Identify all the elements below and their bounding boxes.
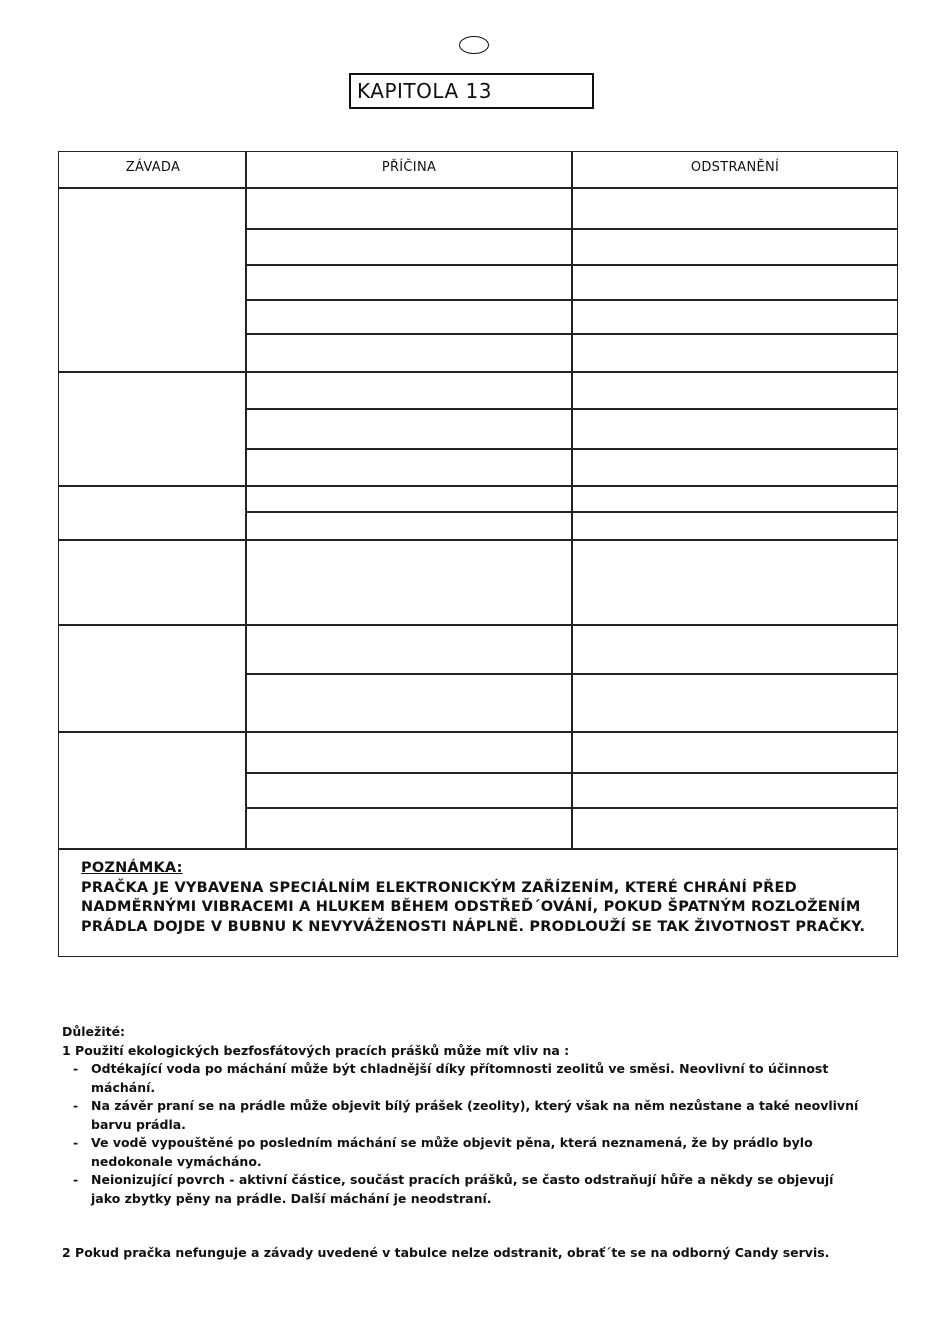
important-section: [62, 1023, 902, 1208]
note-line: NADMĚRNÝMI VIBRACEMI A HLUKEM BĚHEM ODSTŘEĎ´OVÁNÍ, POKUD ŠPATNÝM ROZLOŽENÍM: [81, 899, 861, 915]
row-divider: [58, 187, 898, 189]
column-divider: [571, 151, 573, 849]
column-header-fault: ZÁVADA: [125, 160, 181, 175]
subrow-divider: [245, 448, 898, 450]
row-divider: [58, 624, 898, 626]
list-item-line: Na závěr praní se na prádle může objevit bílý prášek (zeolity), který však na něm nezůstane a také neovlivní: [91, 1098, 859, 1113]
important-intro: 1 Použití ekologických bezfosfátových pracích prášků může mít vliv na :: [62, 1042, 570, 1058]
dash-bullet: -: [73, 1135, 79, 1150]
column-divider: [245, 151, 247, 849]
note-line: PRÁDLA DOJDE V BUBNU K NEVYVÁŽENOSTI NÁPLNĚ. PRODLOUŽÍ SE TAK ŽIVOTNOST PRAČKY.: [81, 918, 866, 935]
subrow-divider: [245, 333, 898, 335]
list-item: [62, 1171, 902, 1208]
list-item: [62, 1060, 902, 1097]
list-item-line: Ve vodě vypouštěné po posledním máchání se může objevit pěna, která neznamená, že by prádlo bylo: [91, 1135, 813, 1150]
language-badge: [459, 36, 489, 54]
row-divider: [58, 485, 898, 487]
note-line: PRAČKA JE VYBAVENA SPECIÁLNÍM ELEKTRONICKÝM ZAŘÍZENÍM, KTERÉ CHRÁNÍ PŘED: [81, 879, 797, 896]
list-item-line: máchání.: [91, 1079, 156, 1095]
list-item: [62, 1097, 902, 1134]
column-header-cause: PŘÍČINA: [381, 160, 437, 175]
subrow-divider: [245, 807, 898, 809]
list-item: [62, 1134, 902, 1171]
list-item-line: Neionizující povrch - aktivní částice, součást pracích prášků, se často odstraňují hůře a někdy se objevují: [91, 1172, 834, 1187]
subrow-divider: [245, 264, 898, 266]
subrow-divider: [245, 299, 898, 301]
note-title: POZNÁMKA:: [81, 860, 183, 876]
note-block: [81, 859, 881, 937]
dash-bullet: -: [73, 1061, 79, 1076]
list-item-line: jako zbytky pěny na prádle. Další máchání je neodstraní.: [91, 1190, 492, 1206]
service-note: 2 Pokud pračka nefunguje a závady uvedené v tabulce nelze odstranit, obrať´te se na odborný Candy servis.: [62, 1245, 830, 1260]
column-header-remedy: ODSTRANĚNÍ: [690, 160, 780, 175]
dash-bullet: -: [73, 1098, 79, 1113]
subrow-divider: [245, 673, 898, 675]
troubleshooting-table: [58, 151, 898, 957]
row-divider: [58, 848, 898, 850]
chapter-title: KAPITOLA 13: [349, 73, 594, 109]
list-item-line: nedokonale vymácháno.: [91, 1153, 262, 1169]
subrow-divider: [245, 408, 898, 410]
list-item-line: barvu prádla.: [91, 1116, 186, 1132]
subrow-divider: [245, 772, 898, 774]
subrow-divider: [245, 228, 898, 230]
row-divider: [58, 731, 898, 733]
dash-bullet: -: [73, 1172, 79, 1187]
list-item-line: Odtékající voda po máchání může být chladnější díky přítomnosti zeolitů ve směsi. Neovlivní to účinnost: [91, 1061, 829, 1076]
important-title: Důležité:: [62, 1024, 126, 1039]
subrow-divider: [245, 511, 898, 513]
row-divider: [58, 539, 898, 541]
row-divider: [58, 371, 898, 373]
